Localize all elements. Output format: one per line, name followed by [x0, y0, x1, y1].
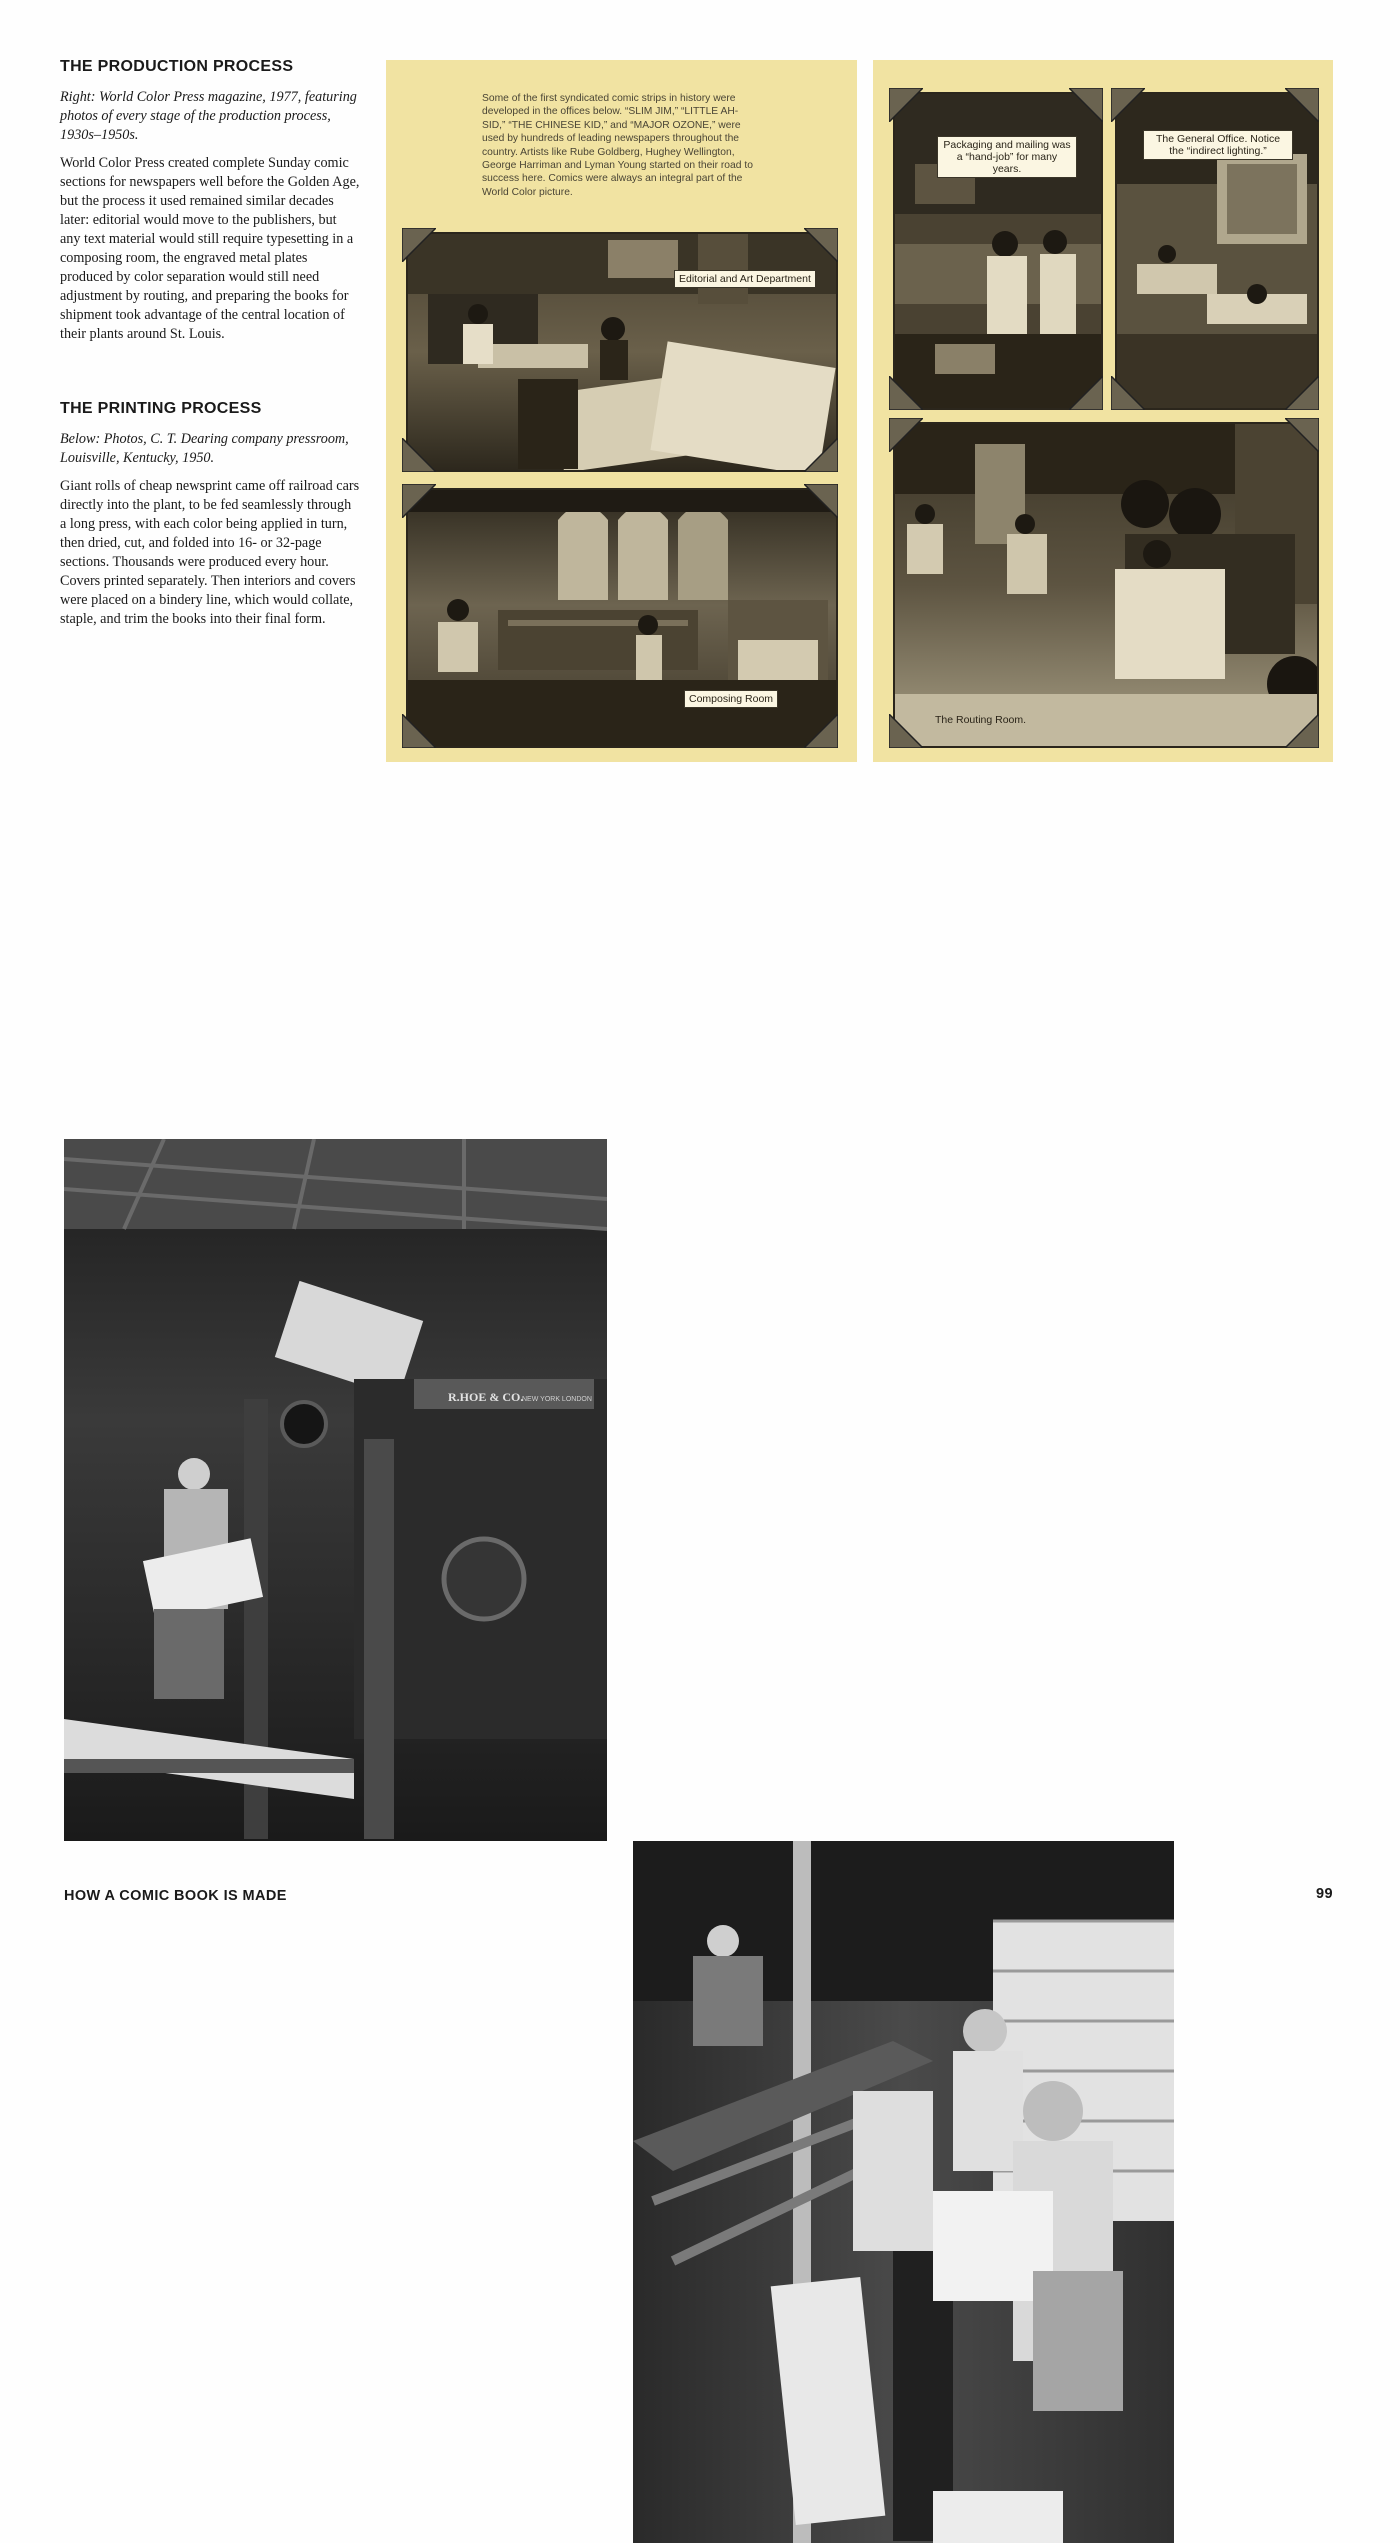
production-caption: Right: World Color Press magazine, 1977, featuring photos of every stage of the production process, 1930s–1950s.: [60, 89, 357, 143]
photo-corner-decoration: [402, 438, 436, 472]
photo-general-office: [1115, 92, 1319, 410]
photo-corner-decoration: [1285, 714, 1319, 748]
press-maker-plate: R.HOE & CO.: [448, 1390, 524, 1404]
photo-corner-decoration: [402, 228, 436, 262]
routing-room-illustration: [895, 424, 1317, 746]
photo-corner-decoration: [804, 228, 838, 262]
magazine-page-right: [873, 60, 1333, 762]
printing-caption: Below: Photos, C. T. Dearing company pressroom, Louisville, Kentucky, 1950.: [60, 431, 349, 466]
printing-section: [60, 400, 360, 629]
photo-bindery-line: [633, 1841, 1174, 2543]
footer-title: HOW A COMIC BOOK IS MADE: [64, 1888, 287, 1904]
photo-corner-decoration: [402, 714, 436, 748]
photo-corner-decoration: [804, 714, 838, 748]
photo-corner-decoration: [402, 484, 436, 518]
magazine-intro-text: Some of the first syndicated comic strips in history were developed in the offices below. “SLIM JIM,” “LITTLE AH-SID,” “THE CHINESE KID,” and “MAJOR OZONE,” were used by hundreds of leading newspapers throughout the country. Artists like Rube Goldberg, Hughey Wellington, George Harriman and Lyman Young started on their road to success here. Comics were always an integral part of the World Color picture.: [482, 93, 753, 198]
photo-corner-decoration: [1285, 376, 1319, 410]
photo-editorial-art: [406, 232, 838, 472]
printing-heading: THE PRINTING PROCESS: [60, 400, 262, 417]
press-maker-plate-sub: NEW YORK LONDON: [522, 1396, 592, 1403]
label-general-office: The General Office. Notice the “indirect lighting.”: [1143, 130, 1293, 160]
label-packaging-mailing: Packaging and mailing was a “hand-job” for many years.: [937, 136, 1077, 178]
bindery-line-illustration: [633, 1841, 1174, 2543]
photo-corner-decoration: [889, 376, 923, 410]
photo-corner-decoration: [889, 418, 923, 452]
photo-composing-room: [406, 488, 838, 748]
photo-corner-decoration: [1069, 88, 1103, 122]
production-section: [60, 58, 360, 344]
photo-corner-decoration: [804, 438, 838, 472]
printing-press-illustration: [64, 1139, 607, 1841]
photo-corner-decoration: [804, 484, 838, 518]
label-editorial-art: Editorial and Art Department: [674, 270, 816, 288]
production-heading: THE PRODUCTION PROCESS: [60, 58, 294, 75]
photo-corner-decoration: [1285, 88, 1319, 122]
photo-pressroom-press: [64, 1139, 607, 1841]
magazine-page-left: [386, 60, 857, 762]
production-body: World Color Press created complete Sunday comic sections for newspapers well before the Golden Age, but the process it used remained similar decades later: editorial would move to the publishers, but any text material would still require typesetting in a composing room, the engraved metal plates produced by color separation would still need adjustment by routing, and preparing the books for shipment took advantage of the central location of their plants around St. Louis.: [60, 155, 360, 342]
printing-body: Giant rolls of cheap newsprint came off railroad cars directly into the plant, to be fed seamlessly through a long press, with each color being applied in turn, then dried, cut, and folded into 16- or 32-page sections. Thousands were produced every hour. Covers printed separately. Then interiors and covers were placed on a bindery line, which would collate, staple, and trim the books into their final form.: [60, 478, 360, 627]
label-routing-room: The Routing Room.: [935, 714, 1027, 726]
photo-packaging-mailing: [893, 92, 1103, 410]
page-number: 99: [1316, 1886, 1333, 1902]
photo-corner-decoration: [889, 88, 923, 122]
photo-corner-decoration: [1111, 376, 1145, 410]
photo-routing-room: [893, 422, 1319, 748]
label-composing-room: Composing Room: [684, 690, 778, 708]
photo-corner-decoration: [889, 714, 923, 748]
photo-corner-decoration: [1285, 418, 1319, 452]
photo-corner-decoration: [1069, 376, 1103, 410]
photo-corner-decoration: [1111, 88, 1145, 122]
